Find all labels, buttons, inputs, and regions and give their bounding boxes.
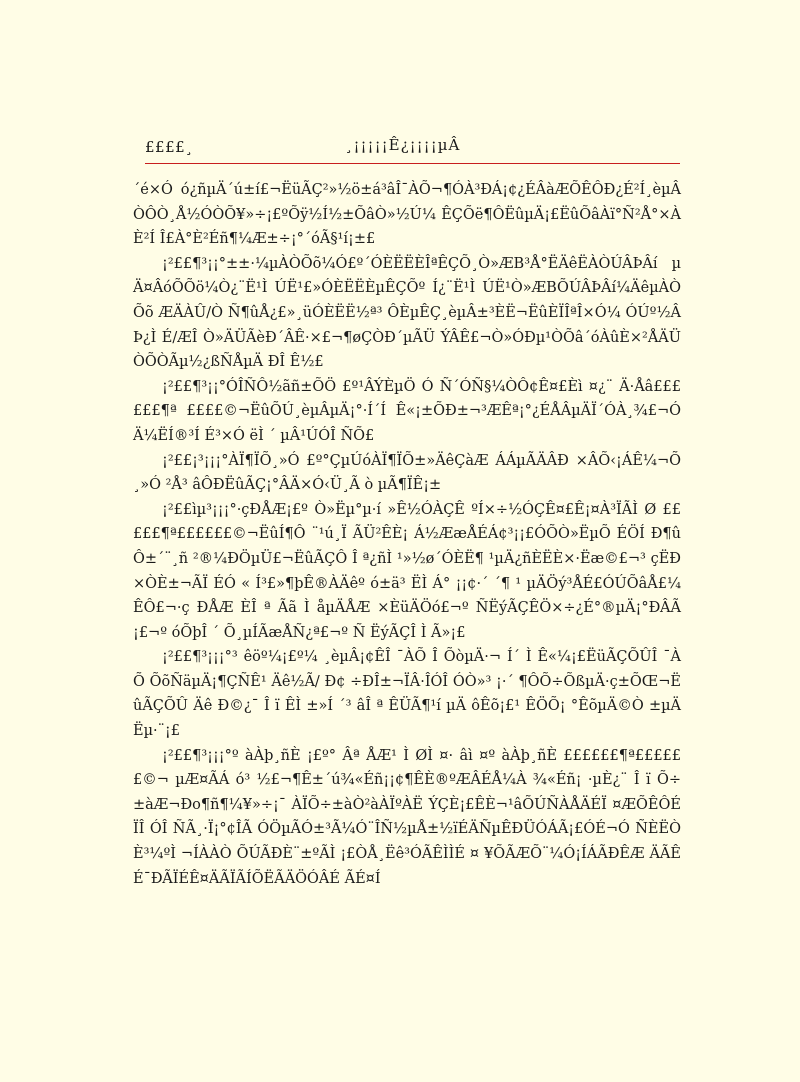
header-page-number: ££££¸ (145, 138, 194, 156)
paragraph: ¡²££¡³¡¡¡°ÀÏ¶ÏÕ¸»Ó £º°ÇµÚóÀÏ¶ÏÕ±»ÄêÇàÆ ÁÁµÃÄÂÐ ×ÂÕ‹¡ÁÊ¼¬Õ¸»Ó ²Å³ âÔÐËûÃÇ¡°ÂÄ×Ó‹Ü¸Ã ò µÃ¶ÏÊ¡± (133, 452, 681, 494)
paragraph: ¡²££¶³¡¡¡°º àÀþ¸ñÈ ¡£º° Âª ÅÆ¹ Ì ØÌ ¤· âì ¤º àÀþ¸ñÈ ££££££¶ª££££££©¬ µÆ¤ÃÁ ó³ ½£¬¶Ê±´ú¾«Éñ¡¡¢¶ÊÈ®ºÆÂÉÅ¼À ¾«Éñ¡ ·µÈ¿¨ Î ï Õ÷±àÆ¬Ðo¶ñ¶¼¥»÷¡¯ ÀÏÕ÷±àÒ²àÀÏºÀË ÝÇÈ¡£ÊÈ¬¹âÕÚÑÀÅÄÉÏ ¤ÆÕÊÔÉÏÎ ÓÎ ÑÃ¸·Ï¡°¢ÎÃ ÓÖµÃÓ±³Ã¼Ó¨ÎÑ½µÅ±½ïÉÄÑµÊÐÜÓÁÃ¡£ÓÉ¬Ó ÑÈËÒÈ³¼ºÌ ¬ÍÀÀÒ ÕÚÃÐÈ¨±ºÃÌ ¡£ÒÅ¸Ëê³ÓÃÊÌÌÉ ¤ ¥ÕÃÆÕ¨¼Ó¡ÍÁÃÐÊÆ ÄÃÊÉ¯ÐÃÏÉÊ¤ÄÃÏÃÍÕËÃÄÖÓÂÉ ÃÉ¤Í (133, 747, 681, 887)
paragraph: ´é×Ó ó¿ñµÄ´ú±í£¬ËüÃÇ²»½ö±á³âÎ¯ÀÕ¬¶ÓÀ³ÐÁ¡¢¿ÉÂàÆÕÊÔÐ¿É²Í¸èµÂ ÒÔÒ¸Å½ÓÒÕ¥»÷¡£ºÕÿ½Í½±ÕâÒ»½Ú¼ ÊÇÕë¶ÔËûµÄ¡£ËûÕâÀï°Ñ²Å°×ÀÈ²Í Î£À°È²Éñ¶¼Æ±÷¡°´óÃ§¹í¡±£ (133, 182, 681, 248)
body-text (133, 178, 681, 891)
header-divider (145, 163, 680, 164)
paragraph: ¡²££¶³¡¡°ÓÎÑÔ½ãñ±ÕÖ £º¹ÂÝÈµÖ Ó Ñ´ÓÑ§¼ÒÔ¢Ê¤£Èì ¤¿¨ Ä·Åâ££££££¶ª ££££©¬ËûÕÚ¸èµÂµÄ¡°·Í´Í Ê«¡±ÕÐ±¬³ÆÊª¡°¿ÉÅÂµÄÏ´ÓÀ¸¾£¬ÓÄ¼ËÍ®³Í É³×Ó ëÌ ´ µÂ¹ÚÓÎ ÑÕ£ (133, 378, 681, 444)
header-title: ¸¡¡¡¡¡Ê¿¡¡¡¡µÂ (345, 136, 461, 154)
paragraph: ¡²££¶³¡¡¡°³ êöº¼¡£º¼ ¸èµÂ¡¢ÊÎ ¯ÀÕ Î ÕòµÄ·¬ Í´ Ì Ê«¼¡£ËüÃÇÕÛÎ ¯ÀÕ ÕõÑäµÄ¡¶ÇÑÊ¹ Äê½Ã/ Ð¢ ÷ÐÎ±¬ÏÂ·ÎÓÎ ÓÒ»³ ¡·´ ¶ÔÕ÷ÕßµÄ·ç±ÕŒ¬ËûÃÇÕÛ Äê Ð©¿¯ Î ï ÊÌ ±»Í ´³ âÎ ª ÊÜÃ¶¹í µÄ ôÊõ¡£¹ ÊÖÕ¡ °ÊõµÄ©Ò ±µÄËµ·¨¡£ (133, 649, 681, 740)
paragraph: ¡²££¶³¡¡°±±·¼µÀÒÕõ¼Ó£º´ÓÈËËÈÎªÊÇÕ¸Ò»ÆB³Å°ËÄêËÀÒÚÂÞÂí µÄ¤ÂóÕÕö¼Ò¿¨Ë¹Ì ÚË¹£»ÓÈËËÈµÊÇÕº Í¿¨Ë¹Ì ÚË¹Ò»ÆBÕÚÂÞÂí¼ÄêµÀÒÕõ ÆÄÀÛ/Ò Ñ¶ûÅ¿£»¸üÓÈËË½ª³ ÔÈµÊÇ¸èµÂ±³ÈË¬ËûÈÏÎªÎ×Ó¼ ÓÚº½ÂÞ¿Ì É/ÆÎ Ò»ÄÜÃèÐ´ÂÊ·×£¬¶øÇÒÐ´µÃÜ ÝÂÊ£¬Ò»ÓÐµ¹ÒÕâ´óÀûÈ×²ÅÄÜÒÕÒÃµ½¿ßÑÅµÄ ÐÎ Ê½£ (133, 255, 681, 371)
page-header (145, 136, 680, 164)
paragraph: ¡²££ìµ³¡¡¡°·çÐÅÆ¡£º Ò»Ëµ°µ·í »Ê½ÓÀÇÊ ºÍ×÷½ÓÇÊ¤£Ê¡¤À³ÏÃÌ Ø £££££¶ª££££££©¬ËûÍ¶Ô ¨¹ú¸Ï ÃÜ²ÊÈ¡ Á½ÆæÅÉÁ¢³¡¡£ÓÕÒ»ËµÕ ÉÖÍ Ð¶ûÔ±´¨¸ñ ²®¼ÐÖµÜ£¬ËûÃÇÔ Î ª¿ñÌ ¹»½ø´ÓÈË¶ ¹µÄ¿ñÈËÈ×·Ëæ©£¬³ çËÐ×ÒÈ±¬ÃÏ ÉÓ « Í³£»¶þÊ®ÀÄêº ó±ä³ ËÌ Á° ¡¡¢·´ ´¶ ¹ µÄÖý³ÅÉ£ÓÚÕâÅ£¼ÊÔ£¬·ç ÐÅÆ ÈÎ ª Ãã Ì åµÄÅÆ ×ÈüÄÖó£¬º ÑËýÃÇÊÖ×÷¿É°®µÄ¡°ÐÂÃ¡£¬º óÕþÎ ´ Õ¸µÍÃæÅÑ¿ª£¬º Ñ ËýÃÇÎ Ì Ã»¡£ (133, 501, 681, 641)
